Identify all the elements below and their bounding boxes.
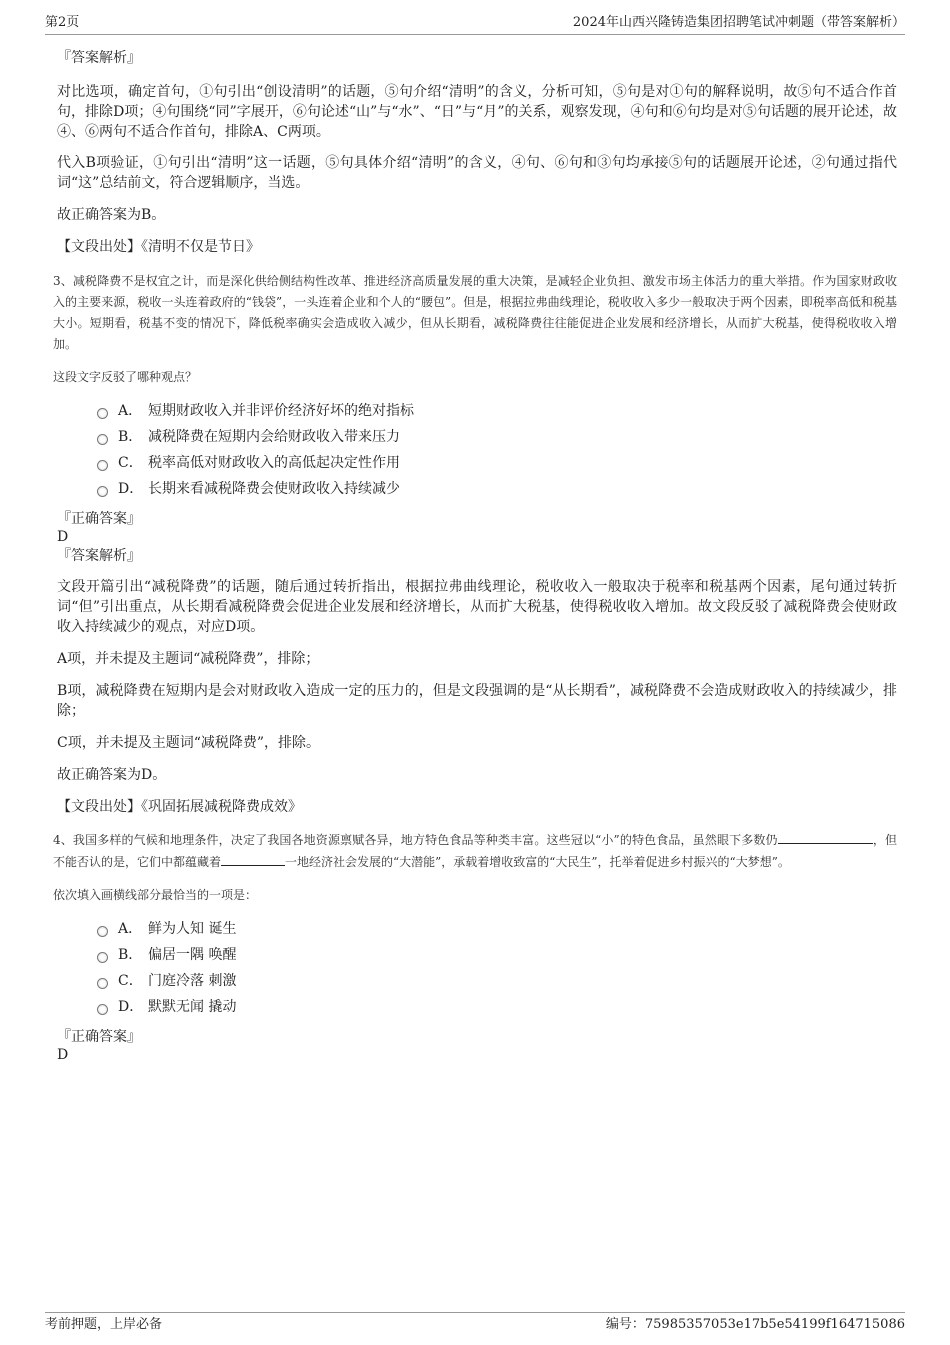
q3-question: 这段文字反驳了哪种观点？: [53, 370, 198, 384]
footer-slogan: 考前押题，上岸必备: [45, 1317, 163, 1332]
q4-question: 依次填入画横线部分最恰当的一项是：: [53, 888, 258, 902]
q2-source: 【文段出处】《清明不仅是节日》: [57, 239, 260, 255]
q3-option-b[interactable]: B． 减税降费在短期内会给财政收入带来压力: [97, 424, 897, 450]
q3-answer-tag: 『正确答案』: [57, 511, 141, 527]
radio-icon[interactable]: [97, 460, 108, 471]
q2-analysis-p3: 故正确答案为B。: [57, 207, 166, 223]
q3-analysis-p2: A项，并未提及主题词“减税降费”，排除；: [57, 651, 320, 667]
q3-analysis-p4: C项，并未提及主题词“减税降费”，排除。: [57, 735, 321, 751]
radio-icon[interactable]: [97, 926, 108, 937]
radio-icon[interactable]: [97, 952, 108, 963]
radio-icon[interactable]: [97, 408, 108, 419]
q4-option-d[interactable]: D． 默默无闻 撬动: [97, 994, 897, 1020]
blank-2: [221, 851, 285, 866]
q3-stem: 3、减税降费不是权宜之计，而是深化供给侧结构性改革、推进经济高质量发展的重大决策，是减轻企业负担、激发市场主体活力的重大举措。作为国家财政收入的主要来源，税收一头连着政府的“钱袋”，一头连着企业和个人的“腰包”。但是，根据拉弗曲线理论，税收收入多少一般取决于两个因素，即税率高低和税基大小。短期看，税基不变的情况下，降低税率确实会造成收入减少，但从长期看，减税降费往往能促进企业发展和经济增长，从而扩大税基，使得税收收入增加。: [53, 274, 897, 351]
q4-option-a[interactable]: A． 鲜为人知 诞生: [97, 916, 897, 942]
page-number: 第2页: [45, 15, 80, 30]
q3-option-c[interactable]: C． 税率高低对财政收入的高低起决定性作用: [97, 450, 897, 476]
radio-icon[interactable]: [97, 978, 108, 989]
radio-icon[interactable]: [97, 434, 108, 445]
blank-1: [778, 829, 873, 844]
page-header: [45, 14, 905, 35]
q3-answer: D: [57, 529, 69, 545]
q3-analysis-p5: 故正确答案为D。: [57, 767, 167, 783]
radio-icon[interactable]: [97, 1004, 108, 1015]
q4-answer-tag: 『正确答案』: [57, 1029, 141, 1045]
q2-analysis-p2: 代入B项验证，①句引出“清明”这一话题，⑤句具体介绍“清明”的含义，④句、⑥句和③句均承接⑤句的话题展开论述，②句通过指代词“这”总结前文，符合逻辑顺序，当选。: [57, 155, 897, 191]
q3-analysis-p3: B项，减税降费在短期内是会对财政收入造成一定的压力的，但是文段强调的是“从长期看”，减税降费不会造成财政收入的持续减少，排除；: [57, 683, 897, 719]
q4-answer: D: [57, 1047, 69, 1063]
q4-stem: 4、我国多样的气候和地理条件，决定了我国各地资源禀赋各异，地方特色食品等种类丰富。这些冠以“小”的特色食品，虽然眼下多数仍 ，但不能否认的是，它们中都蕴藏着 一地经济社会发展的“大潜能”，承载着增收致富的“大民生”，托举着促进乡村振兴的“大梦想”。: [53, 829, 897, 873]
q3-option-a[interactable]: A． 短期财政收入并非评价经济好坏的绝对指标: [97, 398, 897, 424]
q4-options: [57, 916, 897, 1020]
document-title: 2024年山西兴隆铸造集团招聘笔试冲刺题（带答案解析）: [572, 15, 905, 30]
q4-option-b[interactable]: B． 偏居一隅 唤醒: [97, 942, 897, 968]
q3-analysis-tag: 『答案解析』: [57, 548, 141, 564]
q4-option-c[interactable]: C． 门庭冷落 刺激: [97, 968, 897, 994]
radio-icon[interactable]: [97, 486, 108, 497]
q2-analysis-tag: 『答案解析』: [57, 50, 141, 66]
q2-analysis-p1: 对比选项，确定首句，①句引出“创设清明”的话题，⑤句介绍“清明”的含义，分析可知，⑤句是对①句的解释说明，故⑤句不适合作首句，排除D项；④句围绕“同”字展开，⑥句论述“山”与“水”、“日”与“月”的关系，观察发现，④句和⑥句均是对⑤句话题的展开论述，故④、⑥两句不适合作首句，排除A、C两项。: [57, 84, 897, 140]
document-id: 编号：75985357053e17b5e54199f164715086: [605, 1317, 905, 1332]
page-footer: [45, 1312, 905, 1337]
q3-options: [57, 398, 897, 502]
q3-analysis-p1: 文段开篇引出“减税降费”的话题，随后通过转折指出，根据拉弗曲线理论，税收收入一般取决于税率和税基两个因素，尾句通过转折词“但”引出重点，从长期看减税降费会促进企业发展和经济增长，从而扩大税基，使得税收收入增加。故文段反驳了减税降费会使财政收入持续减少的观点，对应D项。: [57, 579, 897, 635]
page-content: [53, 46, 897, 1064]
q3-option-d[interactable]: D． 长期来看减税降费会使财政收入持续减少: [97, 476, 897, 502]
q3-source: 【文段出处】《巩固拓展减税降费成效》: [57, 799, 302, 815]
